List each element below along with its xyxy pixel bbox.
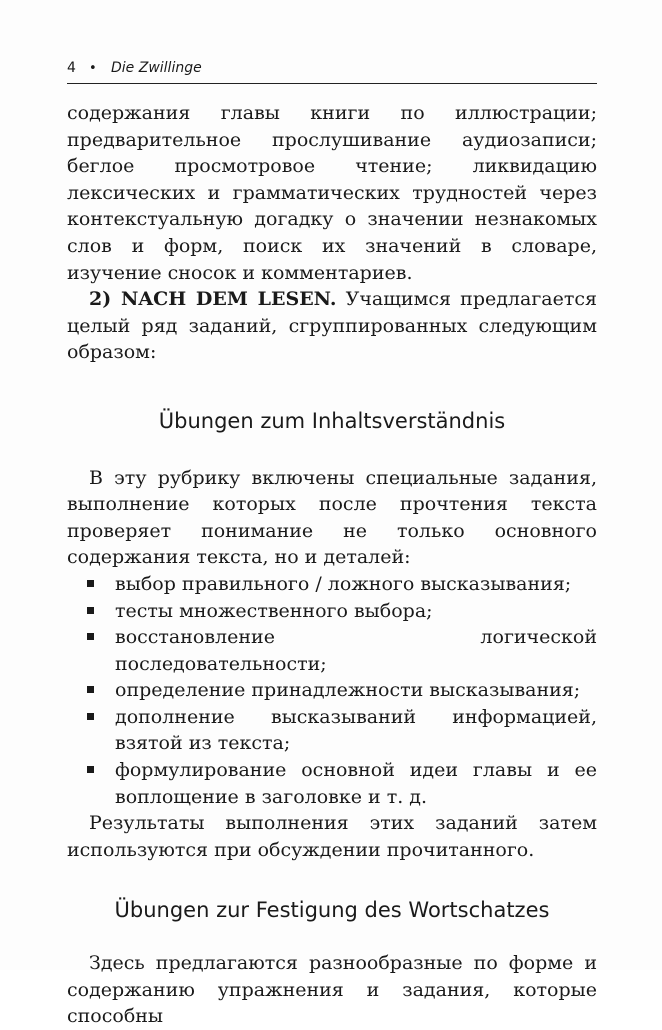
list-item-text: формулирование основной идеи главы и ее воплощение в заголовке и т. д. — [115, 759, 597, 808]
list-item — [67, 624, 597, 677]
list-item — [67, 598, 597, 625]
list-item-text: тесты множественного выбора; — [115, 599, 433, 622]
square-bullet-icon — [87, 633, 94, 640]
list-item — [67, 677, 597, 704]
paragraph-5: Здесь предлагаются разнообразные по форме и содержанию упражнения и задания, которые способны — [67, 952, 597, 1028]
paragraph-1: содержания главы книги по иллюстрации; предварительное прослушивание аудиозаписи; беглое просмотровое чтение; ликвидацию лексических и грамматических трудностей через контекстуальную догадку о значении незнакомых слов и форм, поиск их значений в словаре, изучение сносок и комментариев. — [67, 102, 597, 284]
paragraph-3: В эту рубрику включены специальные задания, выполнение которых после прочтения текста проверяет понимание не только основного содержания текста, но и деталей: — [67, 466, 597, 569]
list-item-text: определение принадлежности высказывания; — [115, 679, 581, 702]
paragraph-4: Результаты выполнения этих заданий затем используются при обсуждении прочитанного. — [67, 812, 597, 861]
bullet-list — [67, 571, 597, 810]
list-item-text: выбор правильного / ложного высказывания; — [115, 572, 572, 595]
square-bullet-icon — [87, 713, 94, 720]
list-item — [67, 571, 597, 598]
list-item-text: дополнение высказываний информацией, взятой из текста; — [115, 705, 597, 755]
bullet-separator-icon: • — [89, 60, 97, 76]
paragraph-2-lead: 2) NACH DEM LESEN. — [89, 288, 337, 311]
list-item — [67, 757, 597, 810]
section-heading-1: Übungen zum Inhaltsverständnis — [158, 408, 506, 433]
list-item-text: восстановление логической последовательности; — [115, 626, 597, 675]
page-body — [67, 100, 597, 1030]
section-heading-2: Übungen zur Festigung des Wortschatzes — [114, 898, 550, 923]
paragraph-2 — [67, 286, 597, 366]
square-bullet-icon — [87, 607, 94, 614]
paragraph-2-text: Учащимся предлагается целый ряд заданий, сгруппированных следующим образом: — [67, 288, 597, 364]
running-header — [67, 56, 597, 80]
header-rule — [67, 83, 597, 84]
page-number: 4 — [67, 60, 76, 76]
square-bullet-icon — [87, 580, 94, 587]
book-title: Die Zwillinge — [111, 60, 202, 76]
square-bullet-icon — [87, 766, 94, 773]
list-item — [67, 704, 597, 757]
square-bullet-icon — [87, 686, 94, 693]
